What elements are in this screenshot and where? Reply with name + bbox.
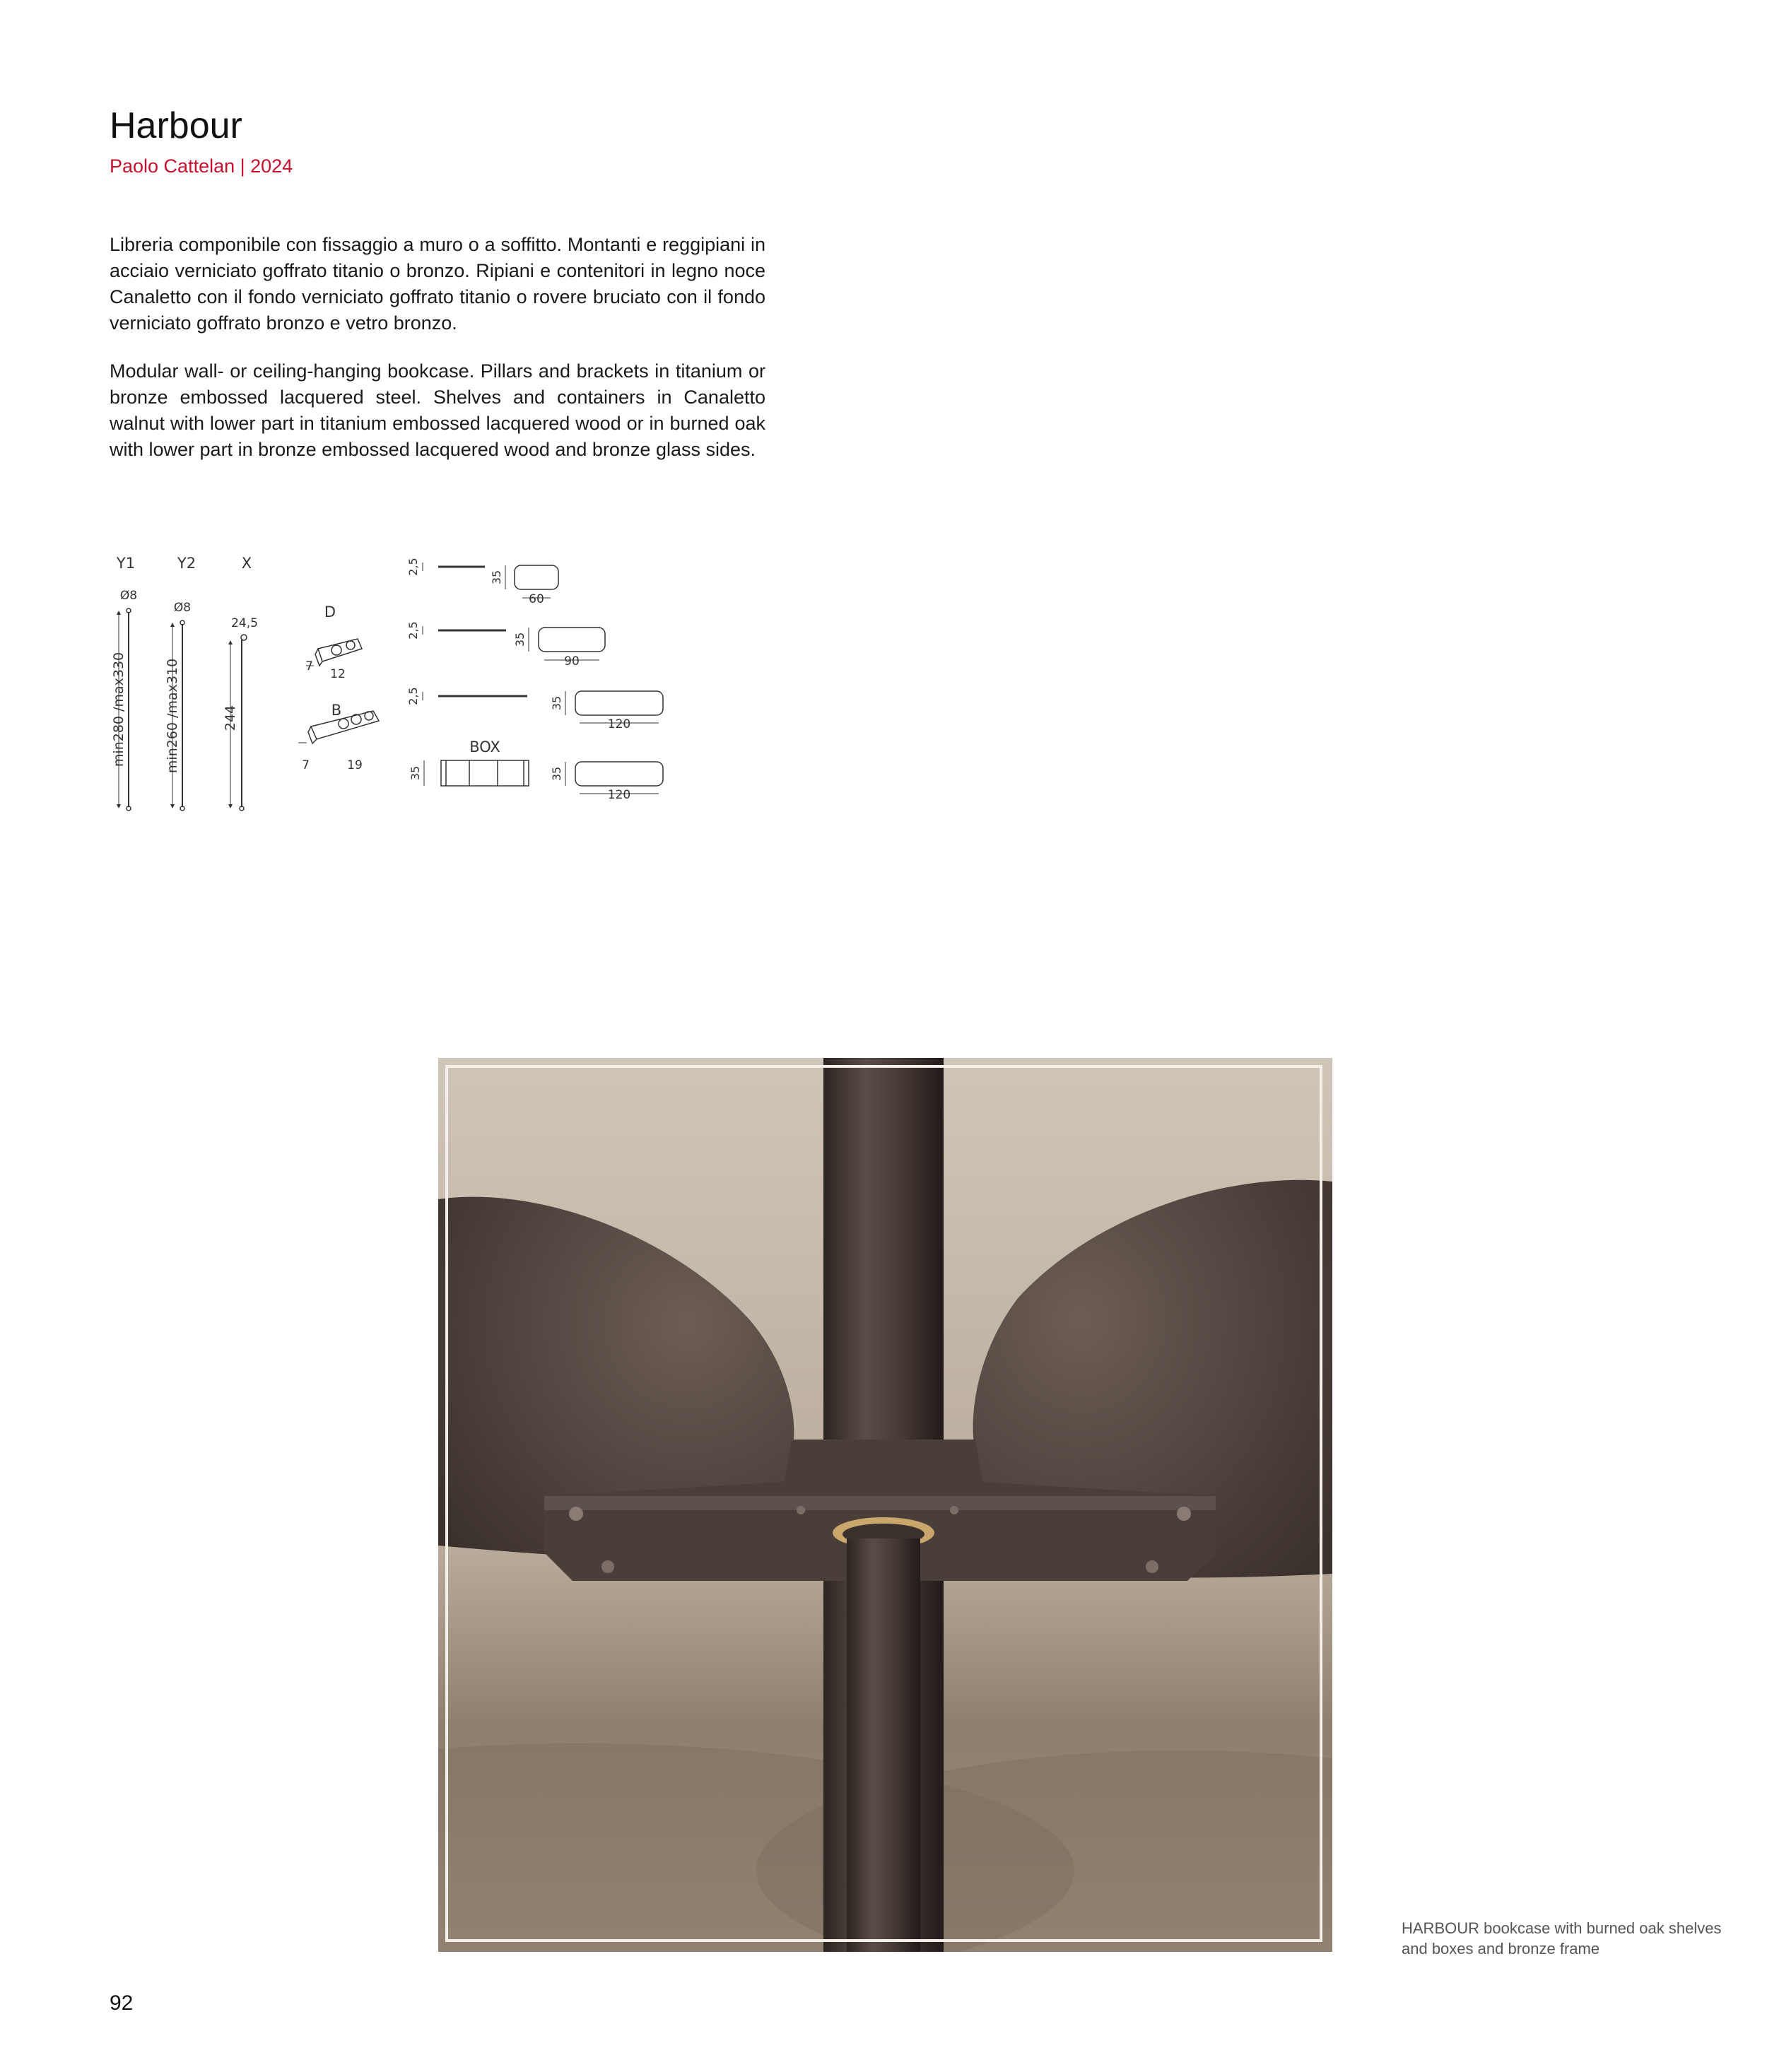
pillar-x-height: 244 <box>223 705 238 731</box>
bracket-d-code: D <box>324 604 336 620</box>
photo-caption: HARBOUR bookcase with burned oak shelves and boxes and bronze frame <box>1402 1919 1722 1958</box>
description-english: Modular wall- or ceiling-hanging bookcase. Pillars and brackets in titanium or bronze embossed lacquered steel. Shelves and containers in Canaletto walnut with lower part in titanium embossed lacquered wood or in burned oak with lower part in bronze embossed lacquered wood and bronze glass sides. <box>110 360 765 460</box>
box-depth: 35 <box>550 766 563 782</box>
pillar-y2-height: min260 /max310 <box>165 658 180 774</box>
pillar-y2-diameter: Ø8 <box>173 601 192 615</box>
pillar-y2-code: Y2 <box>177 555 196 572</box>
pillar-x-diameter: 24,5 <box>231 616 258 630</box>
shelf-60-width: 60 <box>529 592 544 606</box>
shelf-90-width: 90 <box>564 654 580 669</box>
bracket-b-code: B <box>331 702 342 719</box>
box-height: 35 <box>409 765 422 781</box>
shelf-90-thickness: 2,5 <box>406 621 420 640</box>
technical-drawing <box>106 544 686 820</box>
page-number: 92 <box>110 1991 134 2015</box>
bracket-d-dim-b: 12 <box>330 667 346 681</box>
shelf-120-depth: 35 <box>550 695 563 711</box>
pillar-y1-diameter: Ø8 <box>119 589 138 603</box>
shelf-120-thickness: 2,5 <box>406 687 420 705</box>
shelf-120-width: 120 <box>607 717 631 731</box>
bracket-b-dim-a: 7 <box>302 758 310 772</box>
shelf-60-thickness: 2,5 <box>406 558 420 576</box>
box-label: BOX <box>469 738 500 755</box>
bracket-d-dim-a: 7 <box>305 659 313 673</box>
description-italian: Libreria componibile con fissaggio a muro o a soffitto. Montanti e reggipiani in acciaio verniciato goffrato titanio o bronzo. Ripiani e contenitori in legno noce Canaletto con il fondo verniciato goffrato titanio o rovere bruciato con il fondo verniciato goffrato bronzo e vetro bronzo. <box>110 234 765 334</box>
designer-year: Paolo Cattelan | 2024 <box>110 155 293 177</box>
shelf-90-depth: 35 <box>513 632 527 647</box>
bracket-b-dim-b: 19 <box>347 758 363 772</box>
pillar-y1-height: min280 /max330 <box>111 652 127 767</box>
product-photo <box>438 1058 1332 1952</box>
box-width: 120 <box>607 788 631 802</box>
pillar-x-code: X <box>241 555 252 572</box>
shelf-60-depth: 35 <box>490 570 503 585</box>
box-elevation <box>441 760 529 786</box>
pillar-y1-code: Y1 <box>116 555 136 572</box>
page-title: Harbour <box>110 105 242 146</box>
bracket-d <box>306 639 362 666</box>
